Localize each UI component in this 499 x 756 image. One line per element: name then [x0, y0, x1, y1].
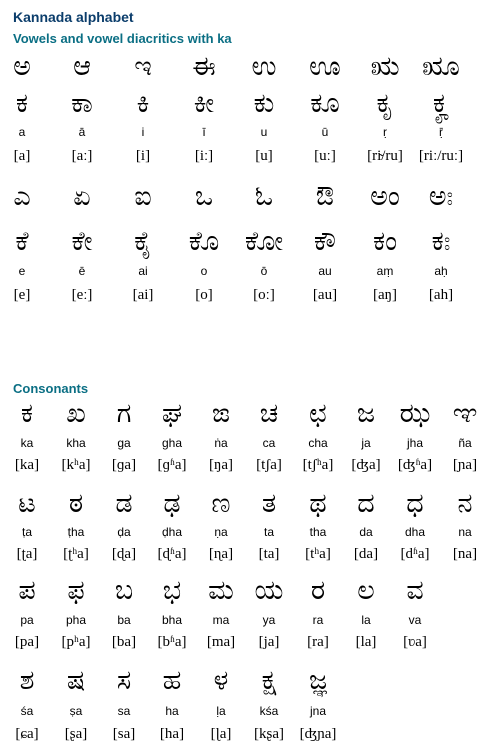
- vowel-ipa: [oː]: [253, 287, 275, 303]
- vowel-ipa: [ai]: [132, 287, 154, 303]
- vowel-letter: ಋ: [370, 51, 400, 82]
- consonant-ipa: [ta]: [258, 546, 280, 562]
- consonant-ipa: [tʃʰa]: [302, 457, 334, 473]
- consonant-transliteration: ca: [262, 436, 276, 450]
- vowel-transliteration: ai: [138, 264, 148, 278]
- consonant-transliteration: ṭha: [67, 525, 85, 539]
- vowel-transliteration: ū: [321, 125, 329, 139]
- consonant-ipa: [sa]: [112, 726, 136, 742]
- consonant-letter: ಪ: [18, 575, 36, 606]
- consonant-letter: ಲ: [357, 575, 375, 606]
- consonant-transliteration: ba: [117, 613, 131, 627]
- consonant-ipa: [ɲa]: [452, 457, 478, 473]
- vowel-letter: ಎ: [13, 181, 31, 212]
- consonant-ipa: [kʂa]: [254, 726, 284, 742]
- consonant-letter: ಬ: [114, 575, 134, 606]
- consonant-ipa: [la]: [355, 634, 377, 650]
- consonant-letter: ಘ: [161, 398, 183, 429]
- consonant-ipa: [ʤʱa]: [397, 457, 433, 473]
- consonant-letter: ಣ: [211, 488, 231, 519]
- consonant-transliteration: ga: [117, 436, 131, 450]
- consonant-transliteration: śa: [20, 704, 34, 718]
- consonant-transliteration: ka: [20, 436, 34, 450]
- consonant-transliteration: gha: [161, 436, 183, 450]
- vowel-with-ka: ಕೀ: [193, 88, 215, 119]
- vowel-transliteration: au: [318, 264, 332, 278]
- vowel-transliteration: u: [260, 125, 268, 139]
- consonant-ipa: [ʂa]: [64, 726, 88, 742]
- vowel-letter: ೠ: [422, 51, 460, 82]
- vowel-with-ka: ಕೌ: [313, 226, 337, 257]
- consonant-letter: ಶ: [19, 665, 35, 696]
- consonant-transliteration: ya: [262, 613, 276, 627]
- consonant-transliteration: ra: [312, 613, 324, 627]
- consonant-ipa: [ɡʱa]: [157, 457, 187, 473]
- consonant-transliteration: ta: [263, 525, 275, 539]
- vowel-transliteration: a: [18, 125, 26, 139]
- consonant-transliteration: ṅa: [214, 436, 228, 450]
- vowel-ipa: [i]: [135, 148, 151, 164]
- page-subtitle: Vowels and vowel diacritics with ka: [13, 31, 232, 46]
- consonant-letter: ದ: [357, 488, 375, 519]
- vowel-ipa: [a]: [13, 148, 31, 164]
- consonant-letter: ಧ: [406, 488, 424, 519]
- vowel-transliteration: ē: [78, 264, 86, 278]
- consonant-letter: ಯ: [254, 575, 284, 606]
- vowel-letter: ಔ: [315, 181, 335, 212]
- vowel-letter: ಅಃ: [428, 181, 454, 212]
- consonant-transliteration: pha: [65, 613, 87, 627]
- consonant-ipa: [pa]: [14, 634, 40, 650]
- consonant-ipa: [tʃa]: [256, 457, 282, 473]
- consonant-letter: ಸ: [116, 665, 132, 696]
- vowel-ipa: [o]: [195, 287, 213, 303]
- consonant-ipa: [ma]: [206, 634, 236, 650]
- consonant-letter: ಫ: [67, 575, 85, 606]
- consonant-transliteration: cha: [308, 436, 328, 450]
- consonant-letter: ಥ: [309, 488, 327, 519]
- vowel-ipa: [au]: [312, 287, 338, 303]
- consonant-letter: ರ: [310, 575, 326, 606]
- consonant-transliteration: tha: [309, 525, 327, 539]
- vowel-transliteration: aḥ: [434, 264, 448, 278]
- consonant-letter: ಕ: [20, 398, 34, 429]
- consonant-ipa: [kʰa]: [61, 457, 91, 473]
- consonant-letter: ಕ್ಷ: [261, 665, 277, 696]
- vowel-transliteration: ṝ: [439, 125, 443, 139]
- consonant-transliteration: jna: [309, 704, 327, 718]
- vowel-ipa: [aŋ]: [372, 287, 398, 303]
- vowel-transliteration: i: [141, 125, 145, 139]
- consonant-transliteration: na: [458, 525, 472, 539]
- vowel-letter: ಓ: [254, 181, 274, 212]
- consonant-ipa: [ka]: [14, 457, 40, 473]
- consonant-transliteration: da: [359, 525, 373, 539]
- vowel-transliteration: o: [200, 264, 208, 278]
- consonant-letter: ವ: [406, 575, 424, 606]
- consonant-ipa: [ŋa]: [208, 457, 234, 473]
- consonant-ipa: [ba]: [111, 634, 137, 650]
- consonant-letter: ಛ: [309, 398, 327, 429]
- consonant-ipa: [ɖʱa]: [157, 546, 187, 562]
- consonant-transliteration: ña: [458, 436, 472, 450]
- vowel-ipa: [ah]: [428, 287, 454, 303]
- consonant-letter: ನ: [457, 488, 473, 519]
- vowel-transliteration: ō: [260, 264, 268, 278]
- consonant-transliteration: kha: [66, 436, 86, 450]
- consonant-ipa: [ja]: [258, 634, 280, 650]
- vowel-transliteration: aṃ: [376, 264, 394, 278]
- vowel-with-ka: ಕೋ: [244, 226, 284, 257]
- consonant-ipa: [na]: [452, 546, 478, 562]
- consonant-letter: ಠ: [68, 488, 84, 519]
- consonant-letter: ಖ: [66, 398, 86, 429]
- vowel-transliteration: ṛ: [383, 125, 387, 139]
- consonant-transliteration: la: [361, 613, 371, 627]
- vowel-ipa: [aː]: [71, 148, 93, 164]
- vowel-with-ka: ಕಂ: [372, 226, 398, 257]
- vowel-letter: ಈ: [192, 51, 216, 82]
- vowel-with-ka: ಕೊ: [188, 226, 220, 257]
- vowel-transliteration: ī: [202, 125, 206, 139]
- vowel-letter: ಏ: [73, 181, 91, 212]
- vowel-letter: ಇ: [134, 51, 152, 82]
- consonant-letter: ಮ: [208, 575, 234, 606]
- consonant-ipa: [ʈa]: [16, 546, 38, 562]
- consonant-transliteration: ha: [165, 704, 179, 718]
- consonant-ipa: [ɭa]: [210, 726, 232, 742]
- vowel-ipa: [ri̴/ru]: [367, 148, 403, 164]
- consonant-transliteration: jha: [406, 436, 424, 450]
- vowel-letter: ಒ: [194, 181, 214, 212]
- consonant-letter: ಡ: [115, 488, 133, 519]
- consonant-ipa: [ʤɲa]: [299, 726, 337, 742]
- vowel-ipa: [eː]: [71, 287, 93, 303]
- consonant-ipa: [da]: [353, 546, 379, 562]
- consonant-transliteration: sa: [117, 704, 131, 718]
- consonant-transliteration: ṣa: [69, 704, 83, 718]
- consonant-letter: ಭ: [162, 575, 182, 606]
- consonant-transliteration: ḍha: [161, 525, 183, 539]
- vowel-with-ka: ಕು: [253, 88, 275, 119]
- consonant-ipa: [ɖa]: [111, 546, 137, 562]
- consonant-ipa: [ha]: [159, 726, 185, 742]
- vowel-ipa: [uː]: [314, 148, 336, 164]
- consonant-letter: ಙ: [211, 398, 231, 429]
- consonant-letter: ಚ: [259, 398, 279, 429]
- consonant-letter: ಷ: [66, 665, 86, 696]
- vowel-with-ka: ಕಾ: [71, 88, 93, 119]
- consonant-ipa: [ɳa]: [208, 546, 234, 562]
- consonant-ipa: [pʰa]: [61, 634, 91, 650]
- consonant-letter: ತ: [261, 488, 277, 519]
- consonant-ipa: [ʤa]: [351, 457, 381, 473]
- page-title: Kannada alphabet: [13, 9, 134, 25]
- vowel-ipa: [riː/ruː]: [418, 148, 464, 164]
- vowel-letter: ಆ: [73, 51, 91, 82]
- vowel-ipa: [iː]: [194, 148, 214, 164]
- vowel-with-ka: ಕೃ: [376, 88, 394, 119]
- vowel-with-ka: ಕೆ: [15, 226, 29, 257]
- consonants-heading: Consonants: [13, 381, 89, 396]
- consonant-transliteration: ḍa: [117, 525, 131, 539]
- consonant-ipa: [ra]: [307, 634, 329, 650]
- consonant-transliteration: bha: [161, 613, 183, 627]
- consonant-ipa: [ɕa]: [15, 726, 39, 742]
- vowel-with-ka: ಕೈ: [134, 226, 152, 257]
- consonant-letter: ಳ: [213, 665, 229, 696]
- consonant-transliteration: dha: [404, 525, 426, 539]
- vowel-with-ka: ಕೂ: [310, 88, 340, 119]
- consonant-letter: ಹ: [162, 665, 182, 696]
- consonant-transliteration: va: [408, 613, 422, 627]
- consonant-transliteration: ṇa: [214, 525, 228, 539]
- consonant-ipa: [ʈʰa]: [63, 546, 89, 562]
- consonant-ipa: [dʱa]: [400, 546, 430, 562]
- vowel-with-ka: ಕೇ: [71, 226, 93, 257]
- consonant-transliteration: ma: [212, 613, 230, 627]
- vowel-ipa: [u]: [255, 148, 273, 164]
- consonant-transliteration: ṭa: [21, 525, 33, 539]
- vowel-letter: ಊ: [309, 51, 341, 82]
- vowel-ipa: [e]: [13, 287, 31, 303]
- consonant-transliteration: ḷa: [216, 704, 226, 718]
- consonant-letter: ಗ: [116, 398, 132, 429]
- consonant-letter: ಜ್ಞ: [309, 665, 327, 696]
- consonant-transliteration: ja: [361, 436, 371, 450]
- consonant-letter: ಢ: [163, 488, 181, 519]
- consonant-transliteration: pa: [20, 613, 34, 627]
- vowel-with-ka: ಕೄ: [432, 88, 450, 119]
- vowel-with-ka: ಕ: [15, 88, 29, 119]
- consonant-letter: ಜ: [356, 398, 376, 429]
- consonant-transliteration: kśa: [259, 704, 279, 718]
- vowel-letter: ಉ: [251, 51, 277, 82]
- consonant-ipa: [ʋa]: [403, 634, 427, 650]
- vowel-with-ka: ಕಿ: [136, 88, 150, 119]
- consonant-letter: ಝ: [399, 398, 431, 429]
- vowel-transliteration: e: [18, 264, 26, 278]
- vowel-with-ka: ಕಃ: [431, 226, 451, 257]
- consonant-ipa: [ɡa]: [111, 457, 137, 473]
- vowel-letter: ಅ: [13, 51, 31, 82]
- consonant-ipa: [tʰa]: [305, 546, 331, 562]
- vowel-letter: ಐ: [134, 181, 152, 212]
- vowel-letter: ಅಂ: [370, 181, 400, 212]
- consonant-letter: ಞ: [452, 398, 478, 429]
- consonant-letter: ಟ: [18, 488, 36, 519]
- vowel-transliteration: ā: [78, 125, 86, 139]
- consonant-ipa: [bʱa]: [157, 634, 187, 650]
